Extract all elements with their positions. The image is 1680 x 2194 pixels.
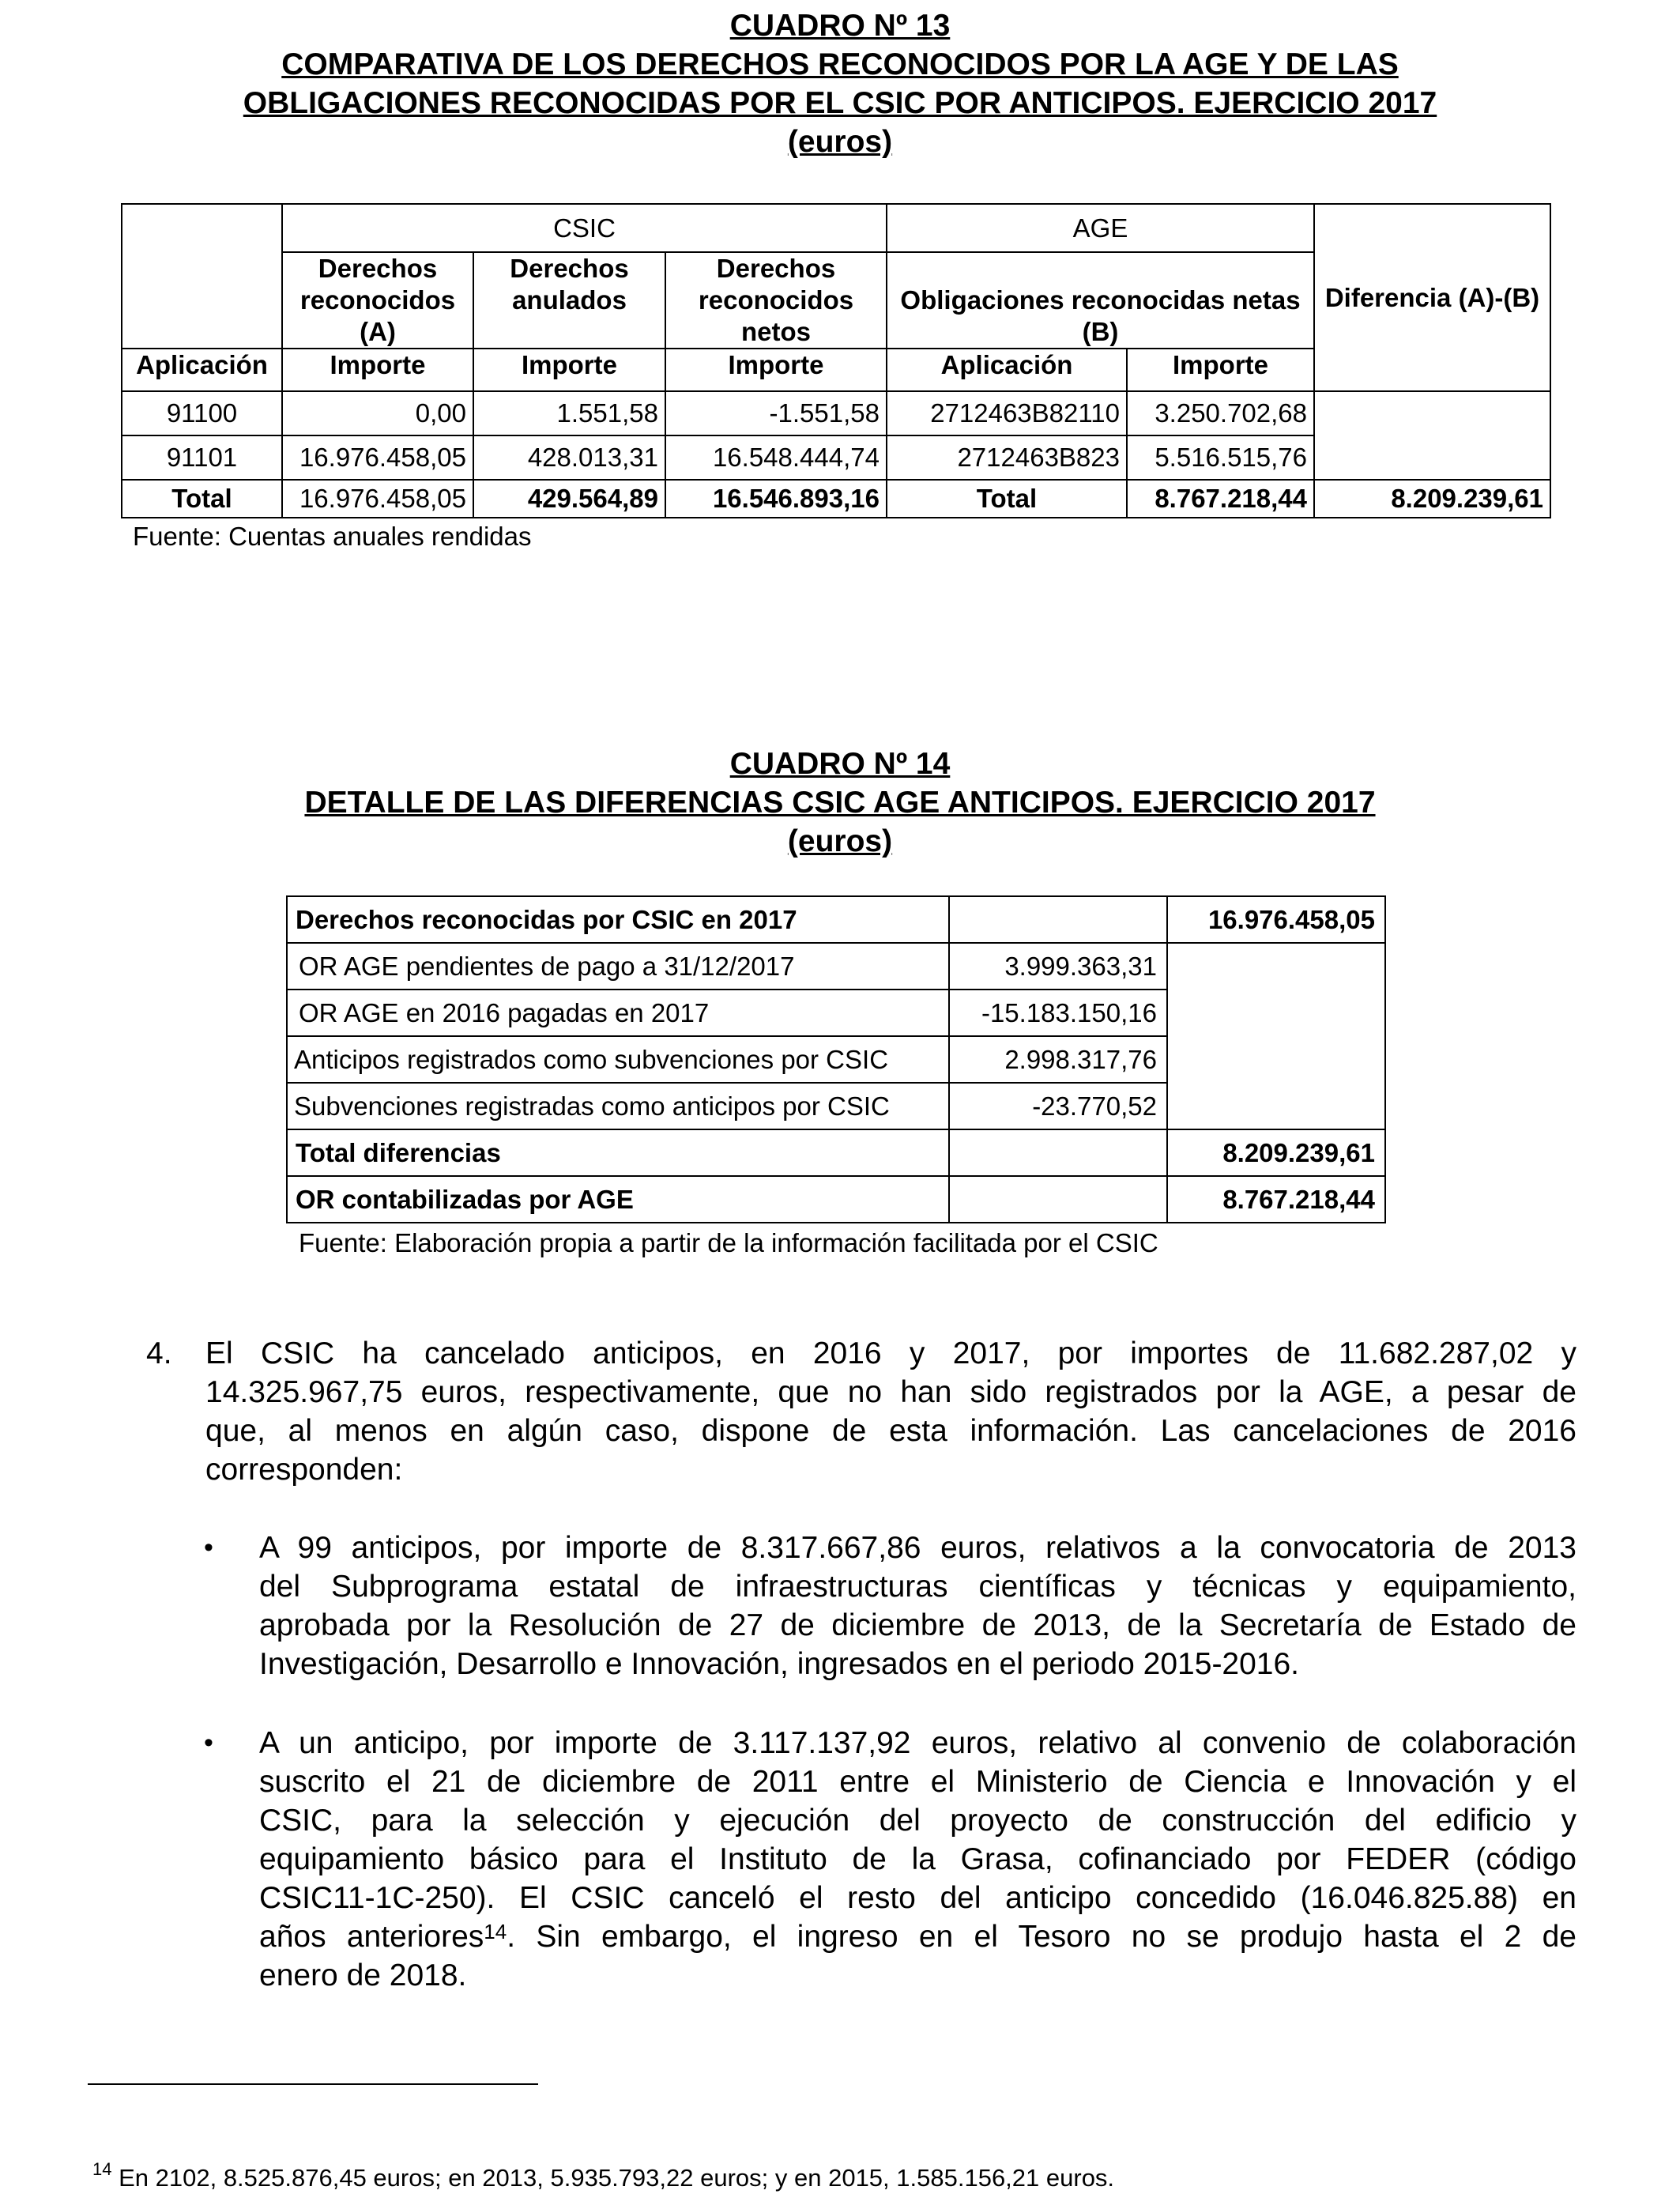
bullet-line: A 99 anticipos, por importe de 8.317.667,86 euros, relativos a la convocatoria de 2013 xyxy=(259,1531,1576,1565)
importe-header-netos: Importe xyxy=(665,349,887,391)
total-label: Total xyxy=(122,480,282,518)
cell-importe: 1.551,58 xyxy=(473,391,665,435)
row-label: Subvenciones registradas como anticipos por CSIC xyxy=(287,1083,949,1129)
cuadro-13-heading xyxy=(0,6,1680,161)
bullet-line xyxy=(259,1917,1576,1956)
bullet-line: Investigación, Desarrollo e Innovación, ingresados en el periodo 2015-2016. xyxy=(259,1647,1300,1681)
bullet-line: enero de 2018. xyxy=(259,1958,467,1992)
cell-importe: 3.250.702,68 xyxy=(1127,391,1314,435)
table-row xyxy=(122,391,1550,435)
cell-importe: 16.976.458,05 xyxy=(282,435,473,480)
aplicacion-header: Aplicación xyxy=(122,349,282,391)
row-label: Total diferencias xyxy=(287,1129,949,1176)
cell-aplicacion: 2712463B82110 xyxy=(887,391,1127,435)
cell-importe: 428.013,31 xyxy=(473,435,665,480)
cuadro-14-title: DETALLE DE LAS DIFERENCIAS CSIC AGE ANTICIPOS. EJERCICIO 2017 xyxy=(304,786,1376,820)
cell-aplicacion: 91101 xyxy=(122,435,282,480)
total-value: 8.767.218,44 xyxy=(1127,480,1314,518)
row-label: OR contabilizadas por AGE xyxy=(287,1176,949,1223)
row-partial xyxy=(949,1176,1167,1223)
row-partial: -15.183.150,16 xyxy=(949,990,1167,1036)
bullet-line: CSIC, para la selección y ejecución del proyecto de construcción del edificio y xyxy=(259,1804,1576,1838)
total-value: 8.209.239,61 xyxy=(1314,480,1550,518)
derechos-netos-header: Derechos reconocidos netos xyxy=(665,252,887,349)
cell-importe: 0,00 xyxy=(282,391,473,435)
cuadro-13-source: Fuente: Cuentas anuales rendidas xyxy=(133,522,532,551)
bullet-line-start: años anteriores xyxy=(259,1920,484,1954)
csic-header: CSIC xyxy=(282,204,887,252)
row-total: 8.209.239,61 xyxy=(1167,1129,1385,1176)
row-partial xyxy=(949,1129,1167,1176)
cell-importe: 5.516.515,76 xyxy=(1127,435,1314,480)
paragraph-line: corresponden: xyxy=(205,1453,403,1487)
bullet-icon: • xyxy=(204,1728,213,1758)
cell-importe: -1.551,58 xyxy=(665,391,887,435)
total-value: 16.546.893,16 xyxy=(665,480,887,518)
total-value: 429.564,89 xyxy=(473,480,665,518)
derechos-anulados-header: Derechos anulados xyxy=(473,252,665,349)
cuadro-14-table xyxy=(286,895,1386,1223)
age-header: AGE xyxy=(887,204,1314,252)
row-total xyxy=(1167,943,1385,1129)
importe-header-b: Importe xyxy=(1127,349,1314,391)
cuadro-14-number: CUADRO Nº 14 xyxy=(729,747,951,781)
paragraph-line: El CSIC ha cancelado anticipos, en 2016 y 2017, por importes de 11.682.287,02 y xyxy=(205,1336,1576,1370)
cell-importe: 16.548.444,74 xyxy=(665,435,887,480)
paragraph-4 xyxy=(205,1334,1576,1489)
bullet-line: CSIC11-1C-250). El CSIC canceló el resto del anticipo concedido (16.046.825.88) en xyxy=(259,1881,1576,1915)
row-total: 16.976.458,05 xyxy=(1167,896,1385,943)
total-value: 16.976.458,05 xyxy=(282,480,473,518)
header-blank xyxy=(122,204,282,349)
cell-aplicacion: 91100 xyxy=(122,391,282,435)
row-partial: 3.999.363,31 xyxy=(949,943,1167,990)
diferencia-header: Diferencia (A)-(B) xyxy=(1314,204,1550,391)
paragraph-line: 14.325.967,75 euros, respectivamente, que no han sido registrados por la AGE, a pesar de xyxy=(205,1375,1576,1409)
importe-header-anulados: Importe xyxy=(473,349,665,391)
row-label: Anticipos registrados como subvenciones por CSIC xyxy=(287,1036,949,1083)
footnote-divider xyxy=(88,2083,538,2085)
cuadro-13-number: CUADRO Nº 13 xyxy=(729,9,951,43)
bullet-line: equipamiento básico para el Instituto de la Grasa, cofinanciado por FEDER (código xyxy=(259,1842,1576,1876)
table-row xyxy=(287,1129,1385,1176)
bullet-line: del Subprograma estatal de infraestructuras científicas y técnicas y equipamiento, xyxy=(259,1570,1576,1604)
total-label: Total xyxy=(887,480,1127,518)
importe-header-a: Importe xyxy=(282,349,473,391)
bullet-line: suscrito el 21 de diciembre de 2011 entre el Ministerio de Ciencia e Innovación y el xyxy=(259,1765,1576,1799)
row-label: Derechos reconocidas por CSIC en 2017 xyxy=(287,896,949,943)
row-label: OR AGE en 2016 pagadas en 2017 xyxy=(287,990,949,1036)
derechos-reconocidos-header: Derechos reconocidos (A) xyxy=(282,252,473,349)
cuadro-13-title-line-1: COMPARATIVA DE LOS DERECHOS RECONOCIDOS POR LA AGE Y DE LAS xyxy=(281,47,1399,81)
bullet-line: A un anticipo, por importe de 3.117.137,92 euros, relativo al convenio de colaboración xyxy=(259,1726,1576,1760)
cuadro-14-heading xyxy=(0,745,1680,861)
footnote-number: 14 xyxy=(92,2159,112,2179)
row-total: 8.767.218,44 xyxy=(1167,1176,1385,1223)
bullet-item-1 xyxy=(259,1529,1576,1683)
row-label: OR AGE pendientes de pago a 31/12/2017 xyxy=(287,943,949,990)
aplicacion-header-age: Aplicación xyxy=(887,349,1127,391)
cuadro-14-source: Fuente: Elaboración propia a partir de la información facilitada por el CSIC xyxy=(299,1228,1158,1257)
footnote-text: En 2102, 8.525.876,45 euros; en 2013, 5.935.793,22 euros; y en 2015, 1.585.156,21 euros. xyxy=(111,2164,1115,2192)
table-row xyxy=(287,943,1385,990)
table-row xyxy=(287,896,1385,943)
cuadro-13-title-line-2: OBLIGACIONES RECONOCIDAS POR EL CSIC POR ANTICIPOS. EJERCICIO 2017 xyxy=(243,86,1437,120)
cuadro-13-table xyxy=(121,203,1551,518)
row-partial xyxy=(949,896,1167,943)
cuadro-13-units: (euros) xyxy=(787,125,893,159)
bullet-line: aprobada por la Resolución de 27 de diciembre de 2013, de la Secretaría de Estado de xyxy=(259,1608,1576,1642)
bullet-icon: • xyxy=(204,1532,213,1563)
cuadro-14-units: (euros) xyxy=(787,824,893,858)
paragraph-line: que, al menos en algún caso, dispone de esta información. Las cancelaciones de 2016 xyxy=(205,1414,1576,1448)
cell-aplicacion: 2712463B823 xyxy=(887,435,1127,480)
row-partial: -23.770,52 xyxy=(949,1083,1167,1129)
footnote xyxy=(92,2159,1115,2192)
row-partial: 2.998.317,76 xyxy=(949,1036,1167,1083)
obligaciones-netas-header: Obligaciones reconocidas netas (B) xyxy=(887,252,1314,349)
paragraph-number: 4. xyxy=(146,1336,172,1370)
table-total-row xyxy=(122,480,1550,518)
cell-blank xyxy=(1314,391,1550,480)
footnote-reference: 14 xyxy=(484,1920,507,1943)
bullet-line-end: . Sin embargo, el ingreso en el Tesoro no se produjo hasta el 2 de xyxy=(507,1920,1576,1954)
table-row xyxy=(287,1176,1385,1223)
bullet-item-2 xyxy=(259,1724,1576,1995)
